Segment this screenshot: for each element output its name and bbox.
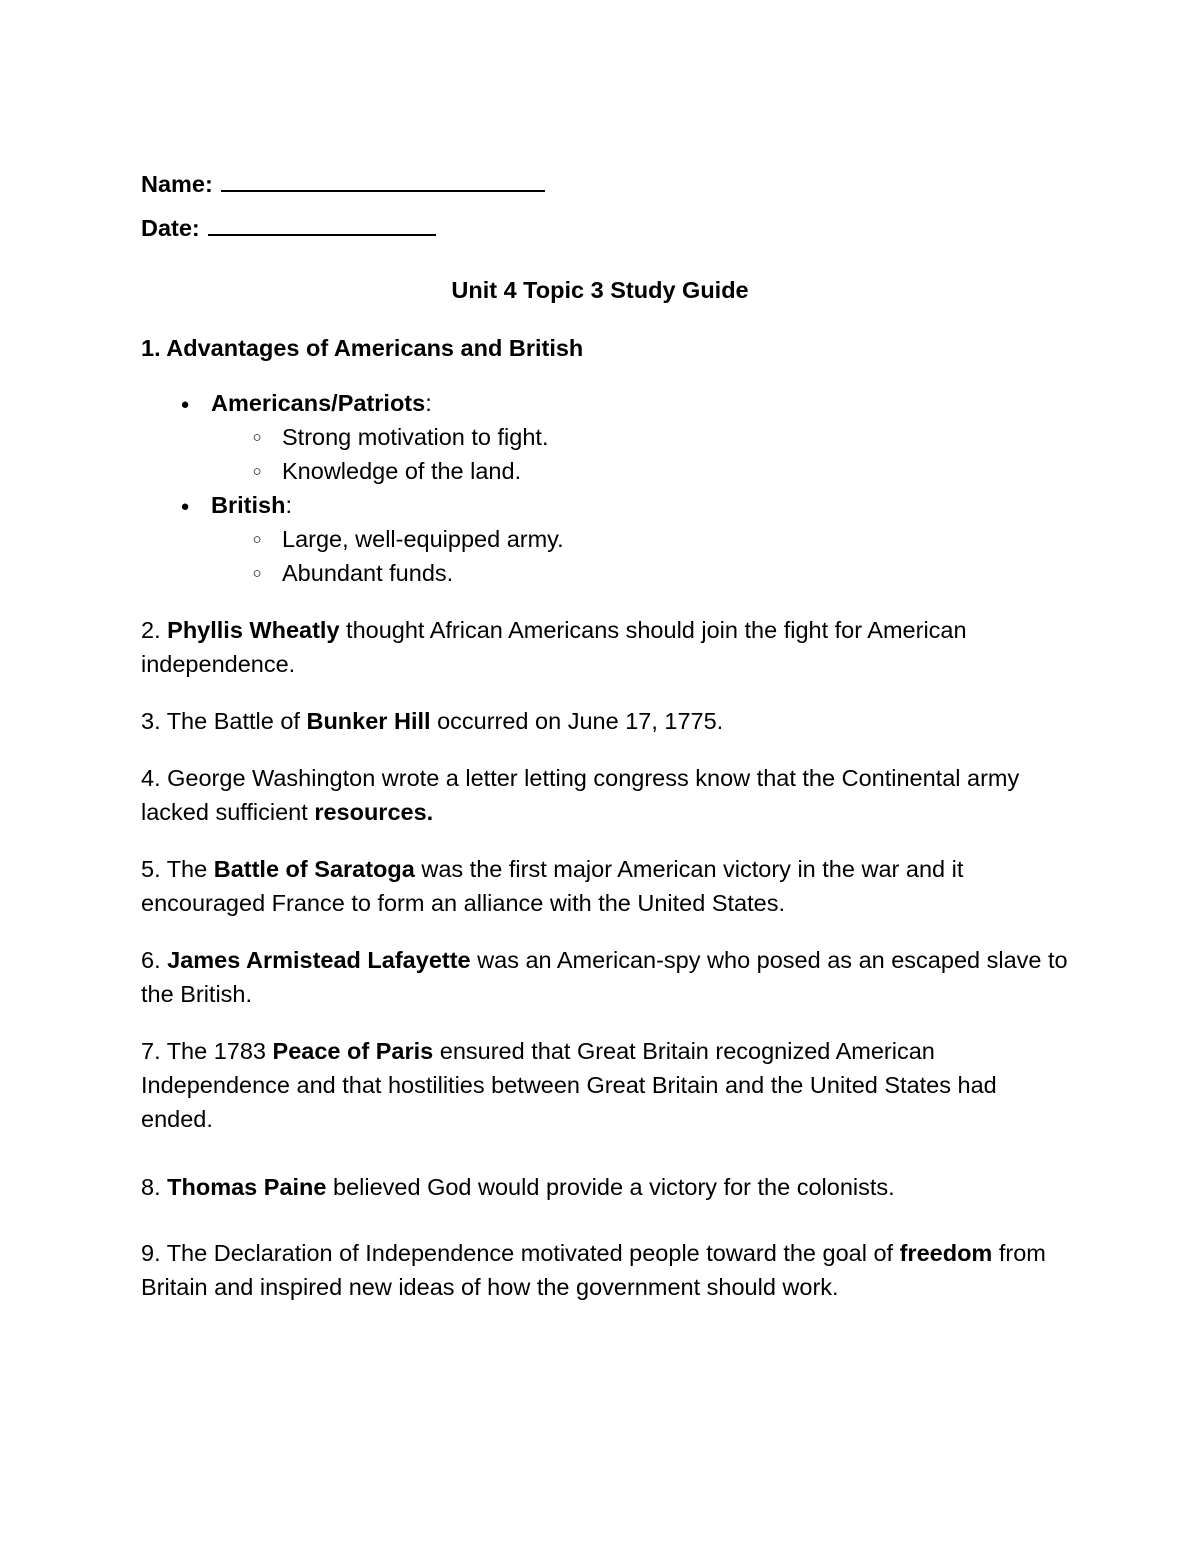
sub-bullet-icon: ○ [252,565,262,582]
q2-keyword: Phyllis Wheatly [167,617,340,643]
sub-bullet-icon: ○ [252,429,262,446]
sub-bullet-icon: ○ [252,531,262,548]
q6-number: 6. [141,947,168,973]
question-6 [141,943,1071,1011]
q5-keyword: Battle of Saratoga [213,856,415,882]
q3-text: occurred on June 17, 1775. [430,708,724,734]
question-3 [141,704,1071,738]
bullet-icon: ● [180,498,190,515]
date-line [141,210,436,245]
q3-keyword: Bunker Hill [306,708,431,734]
q7-text: ensured that Great Britain recognized American Independence and that hostilities between Great Britain and the United States had ended. [141,1038,997,1132]
q4-keyword: resources. [314,799,434,825]
q5-text-start: 5. The [141,856,214,882]
q8-number: 8. [141,1174,168,1200]
bullet-icon: ● [180,396,190,413]
q3-text-start: 3. The Battle of [141,708,307,734]
group-label: Americans/Patriots [211,390,426,416]
q9-text-start: 9. The Declaration of Independence motivated people toward the goal of [141,1240,900,1266]
page-title: Unit 4 Topic 3 Study Guide [451,277,749,303]
list-item: Large, well-equipped army. [282,526,564,552]
group-british [211,488,292,522]
q6-text: was an American-spy who posed as an escaped slave to the British. [141,947,1068,1007]
question-9 [141,1236,1071,1304]
question-8 [141,1170,1071,1204]
name-label: Name: [141,171,213,197]
q2-text: thought African Americans should join the fight for American independence. [141,617,967,677]
name-blank[interactable] [221,166,545,192]
q8-keyword: Thomas Paine [167,1174,327,1200]
date-label: Date: [141,215,200,241]
question-5 [141,852,1071,920]
q9-keyword: freedom [899,1240,993,1266]
sub-bullet-icon: ○ [252,463,262,480]
question-7 [141,1034,1071,1136]
group-label: British [211,492,286,518]
q7-text-start: 7. The 1783 [141,1038,273,1064]
list-item: Knowledge of the land. [282,458,522,484]
q2-number: 2. [141,617,168,643]
q6-keyword: James Armistead Lafayette [167,947,471,973]
q9-text: from Britain and inspired new ideas of how the government should work. [141,1240,1046,1300]
list-item: Abundant funds. [282,560,454,586]
list-item: Strong motivation to fight. [282,424,549,450]
date-blank[interactable] [208,210,436,236]
q5-text: was the first major American victory in the war and it encouraged France to form an alliance with the United States. [141,856,964,916]
q1-heading: 1. Advantages of Americans and British [141,335,584,361]
q4-text-start: 4. George Washington wrote a letter letting congress know that the Continental army lacked sufficient [141,765,1020,825]
group-americans [211,386,432,420]
question-2 [141,613,1071,681]
group-colon: : [285,492,292,518]
q8-text: believed God would provide a victory for the colonists. [326,1174,895,1200]
q7-keyword: Peace of Paris [272,1038,434,1064]
name-line [141,166,545,201]
question-4 [141,761,1071,829]
group-colon: : [425,390,432,416]
